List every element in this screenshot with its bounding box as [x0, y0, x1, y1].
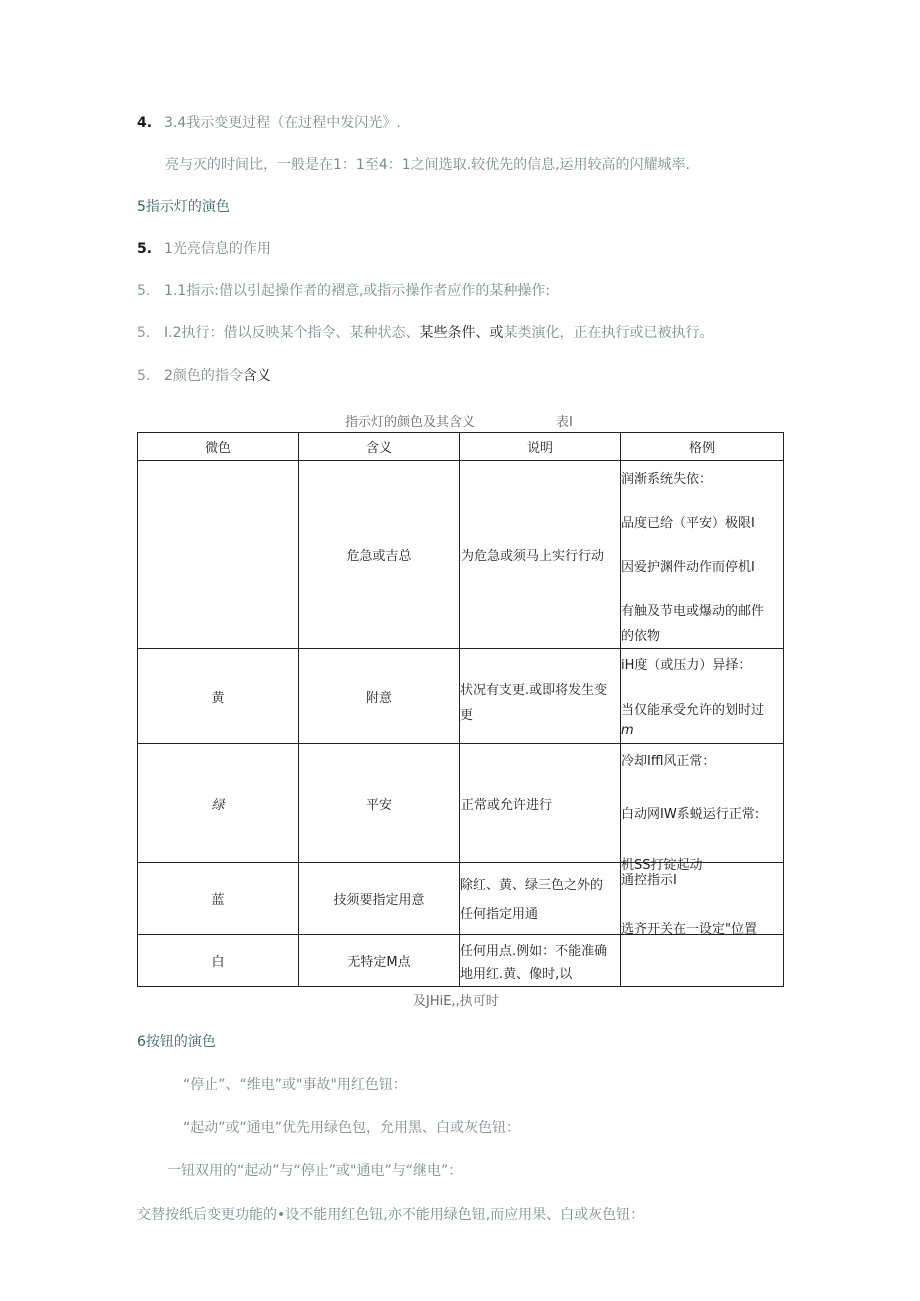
example-line: 有触及节电或爆动的邮件 — [621, 604, 765, 619]
cell-color: 绿 — [138, 744, 299, 863]
cell-color — [138, 461, 299, 649]
cell-examples — [621, 935, 784, 987]
header-examples: 格例 — [621, 433, 784, 461]
indicator-color-table — [137, 432, 784, 987]
description-line: 任何指定用通 — [460, 907, 539, 922]
example-line: 因爱护渊件动作而停机I — [621, 560, 755, 575]
paragraph-start: “起动”或“通电”优先用绿色包，允用黑、白或灰色钮： — [183, 1120, 521, 1136]
item-number: 4. — [137, 115, 153, 131]
heading-button-colors: 6按钮的演色 — [137, 1034, 216, 1050]
table-row — [138, 935, 784, 987]
example-line: iH度（或压力）异择： — [621, 658, 752, 673]
cell-description: 为危急或须马上实行行动 — [460, 461, 621, 649]
example-line: 当仅能承受允许的划时过 — [621, 703, 765, 718]
description-line: 地用红.黄、像时,以 — [460, 967, 573, 982]
example-line: 白动网IW系蜕运行正常: — [621, 807, 760, 822]
item-text: 1.1指示:借以引起操作者的褶意,或指示操作者应作的某种操作: — [164, 283, 551, 299]
item-text-b: 某些条件、或 — [419, 325, 504, 341]
cell-color: 蓝 — [138, 863, 299, 935]
cell-description: 正常或允许进行 — [460, 744, 621, 863]
table-header-row — [138, 433, 784, 461]
header-description: 说明 — [460, 433, 621, 461]
example-line: 品度已给（平安）极限I — [621, 516, 755, 531]
table-row — [138, 649, 784, 744]
table-row — [138, 461, 784, 649]
cell-examples — [621, 744, 784, 873]
cell-meaning: 危急或吉总 — [299, 461, 460, 649]
item-4 — [137, 113, 401, 133]
item-number: 5. — [137, 241, 153, 257]
description-line: 状况有支更.或即将发生变 — [460, 683, 608, 698]
cell-color: 黄 — [138, 649, 299, 744]
item-5-1 — [137, 239, 271, 259]
cell-meaning: 无特定M点 — [299, 935, 460, 987]
description-line: 任何用点.例如：不能准确 — [460, 944, 608, 959]
cell-description — [460, 649, 621, 744]
item-5-1-1 — [137, 281, 550, 301]
item-number: 5. — [137, 283, 151, 299]
item-number: 5. — [137, 368, 151, 384]
item-5-1-2 — [137, 323, 714, 343]
paragraph-toggle-button: 交替按纸后变更功能的•设不能用红色钮,亦不能用绿色钮,而应用果、白或灰色钮： — [137, 1207, 645, 1223]
item-text-a: 2颜色的指令 — [164, 368, 243, 384]
paragraph-dual-button: 一钮双用的“起动”与“停止”或"通电”与“继电”： — [167, 1163, 463, 1179]
example-line: 润渐系统失依： — [621, 472, 713, 487]
cell-description — [460, 935, 621, 987]
paragraph-stop: “停止”、“维电”或"事故"用红色钮： — [183, 1077, 407, 1093]
item-text-c: 某类演化，正在执行或已被执行。 — [503, 325, 714, 341]
example-line: m — [621, 723, 634, 738]
cell-meaning: 附意 — [299, 649, 460, 744]
description-line: 更 — [460, 708, 474, 723]
example-line: 选齐开关在一设定"位置 — [621, 922, 757, 937]
table-caption: 指示灯的颜色及其含义 — [345, 415, 476, 430]
cell-meaning: 平安 — [299, 744, 460, 863]
header-meaning: 含义 — [299, 433, 460, 461]
table-row — [138, 863, 784, 935]
item-text-b: 含义 — [242, 368, 271, 384]
item-text: 1光亮信息的作用 — [164, 241, 271, 257]
cell-color: 白 — [138, 935, 299, 987]
item-text-a: I.2执行：借以反映某个指令、某种状态、 — [164, 325, 420, 341]
table-row — [138, 744, 784, 863]
header-color: 微色 — [138, 433, 299, 461]
cell-examples — [621, 461, 784, 649]
heading-indicator-colors: 5指示灯的演色 — [137, 199, 230, 215]
item-5-2 — [137, 366, 271, 386]
table-footer-text: 及JHiE,,执可时 — [413, 994, 499, 1009]
item-number: 5. — [137, 325, 151, 341]
example-line: 通控指示I — [621, 873, 677, 888]
description-line: 除红、黄、绿三色之外的 — [460, 878, 604, 893]
example-line: 的依物 — [621, 629, 661, 644]
cell-examples — [621, 649, 784, 744]
cell-description — [460, 863, 621, 935]
paragraph-blink-ratio: 亮与灭的时间比，一般是在1：1至4：1之间选取.较优先的信息,运用较高的闪耀城率. — [165, 157, 690, 173]
example-line: 机SS打锭起动 — [621, 858, 703, 873]
item-text: 3.4我示变更过程（在过程中发闪光》. — [164, 115, 401, 131]
cell-meaning: 技须要指定用意 — [299, 863, 460, 935]
table-caption-number: 表I — [556, 415, 573, 430]
example-line: 冷却Iffl风正常： — [621, 754, 716, 769]
cell-examples — [621, 863, 784, 935]
